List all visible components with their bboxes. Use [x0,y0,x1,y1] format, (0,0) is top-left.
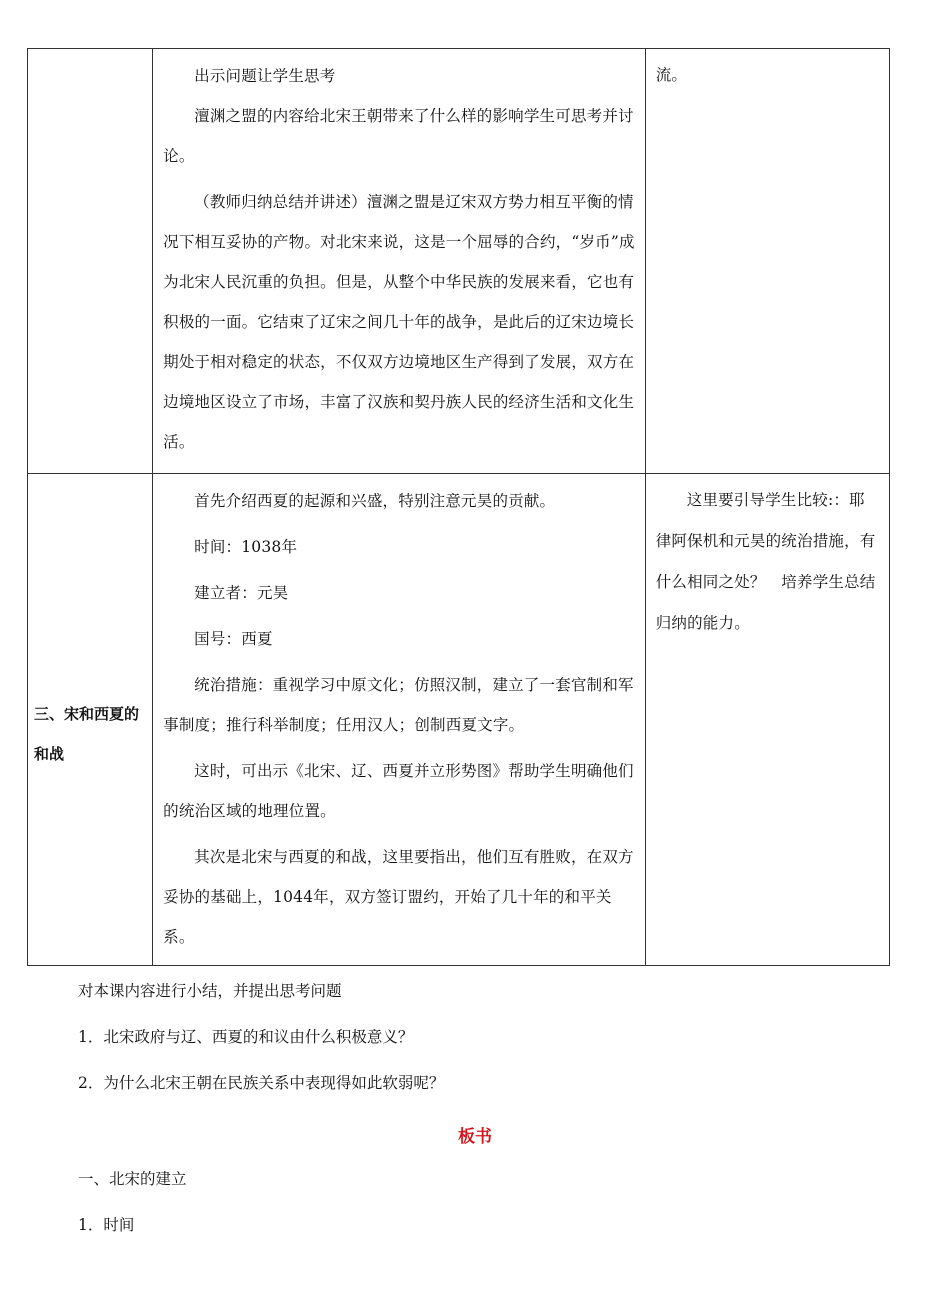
table-row [28,474,890,966]
teaching-content-cell [153,474,646,966]
lesson-plan-table [27,48,890,966]
content-paragraph: 首先介绍西夏的起源和兴盛，特别注意元昊的贡献。 [194,492,556,510]
section-cell-empty [28,49,153,474]
design-intent-cell [645,474,889,966]
content-paragraph: 国号：西夏 [194,630,273,648]
board-line-2 [78,1214,898,1237]
summary-intro [78,980,898,1003]
section-heading-cell [28,474,153,966]
content-paragraph: 出示问题让学生思考 [194,67,336,85]
question-text: 2．为什么北宋王朝在民族关系中表现得如此软弱呢？ [78,1074,445,1092]
section-heading: 三、宋和西夏的和战 [34,704,140,763]
board-text: 1．时间 [78,1216,135,1234]
content-paragraph: 这时，可出示《北宋、辽、西夏并立形势图》帮助学生明确他们的统治区域的地理位置。 [163,762,634,820]
content-paragraph: （教师归纳总结并讲述）澶渊之盟是辽宋双方势力相互平衡的情况下相互妥协的产物。对北宋来说，这是一个屈辱的合约，“岁币”成为北宋人民沉重的负担。但是，从整个中华民族的发展来看，它也有积极的一面。它结束了辽宋之间几十年的战争，是此后的辽宋边境长期处于相对稳定的状态，不仅双方边境地区生产得到了发展，双方在边境地区设立了市场，丰富了汉族和契丹族人民的经济生活和文化生活。 [163,193,635,451]
table-row [28,49,890,474]
summary-question-2 [78,1072,898,1095]
design-intent-text: 流。 [655,66,688,84]
board-text: 一、北宋的建立 [78,1170,187,1188]
content-paragraph: 澶渊之盟的内容给北宋王朝带来了什么样的影响学生可思考并讨论。 [163,107,634,165]
summary-intro-text: 对本课内容进行小结，并提出思考问题 [78,982,342,1000]
content-paragraph: 统治措施：重视学习中原文化；仿照汉制，建立了一套官制和军事制度；推行科举制度；任用汉人；创制西夏文字。 [163,676,634,734]
design-intent-cell [645,49,889,474]
content-paragraph: 时间：1038年 [194,538,298,556]
design-intent-text: 这里要引导学生比较:：耶律阿保机和元昊的统治措施，有什么相同之处？ 培养学生总结归纳的能力。 [655,491,876,632]
teaching-content-cell [153,49,646,474]
board-line-1 [78,1168,898,1191]
summary-question-1 [78,1026,898,1049]
content-paragraph: 建立者：元昊 [194,584,289,602]
content-paragraph: 其次是北宋与西夏的和战，这里要指出，他们互有胜败，在双方妥协的基础上，1044年，双方签订盟约，开始了几十年的和平关系。 [163,848,634,946]
question-text: 1．北宋政府与辽、西夏的和议由什么积极意义？ [78,1028,414,1046]
board-title: 板书 [458,1127,492,1147]
